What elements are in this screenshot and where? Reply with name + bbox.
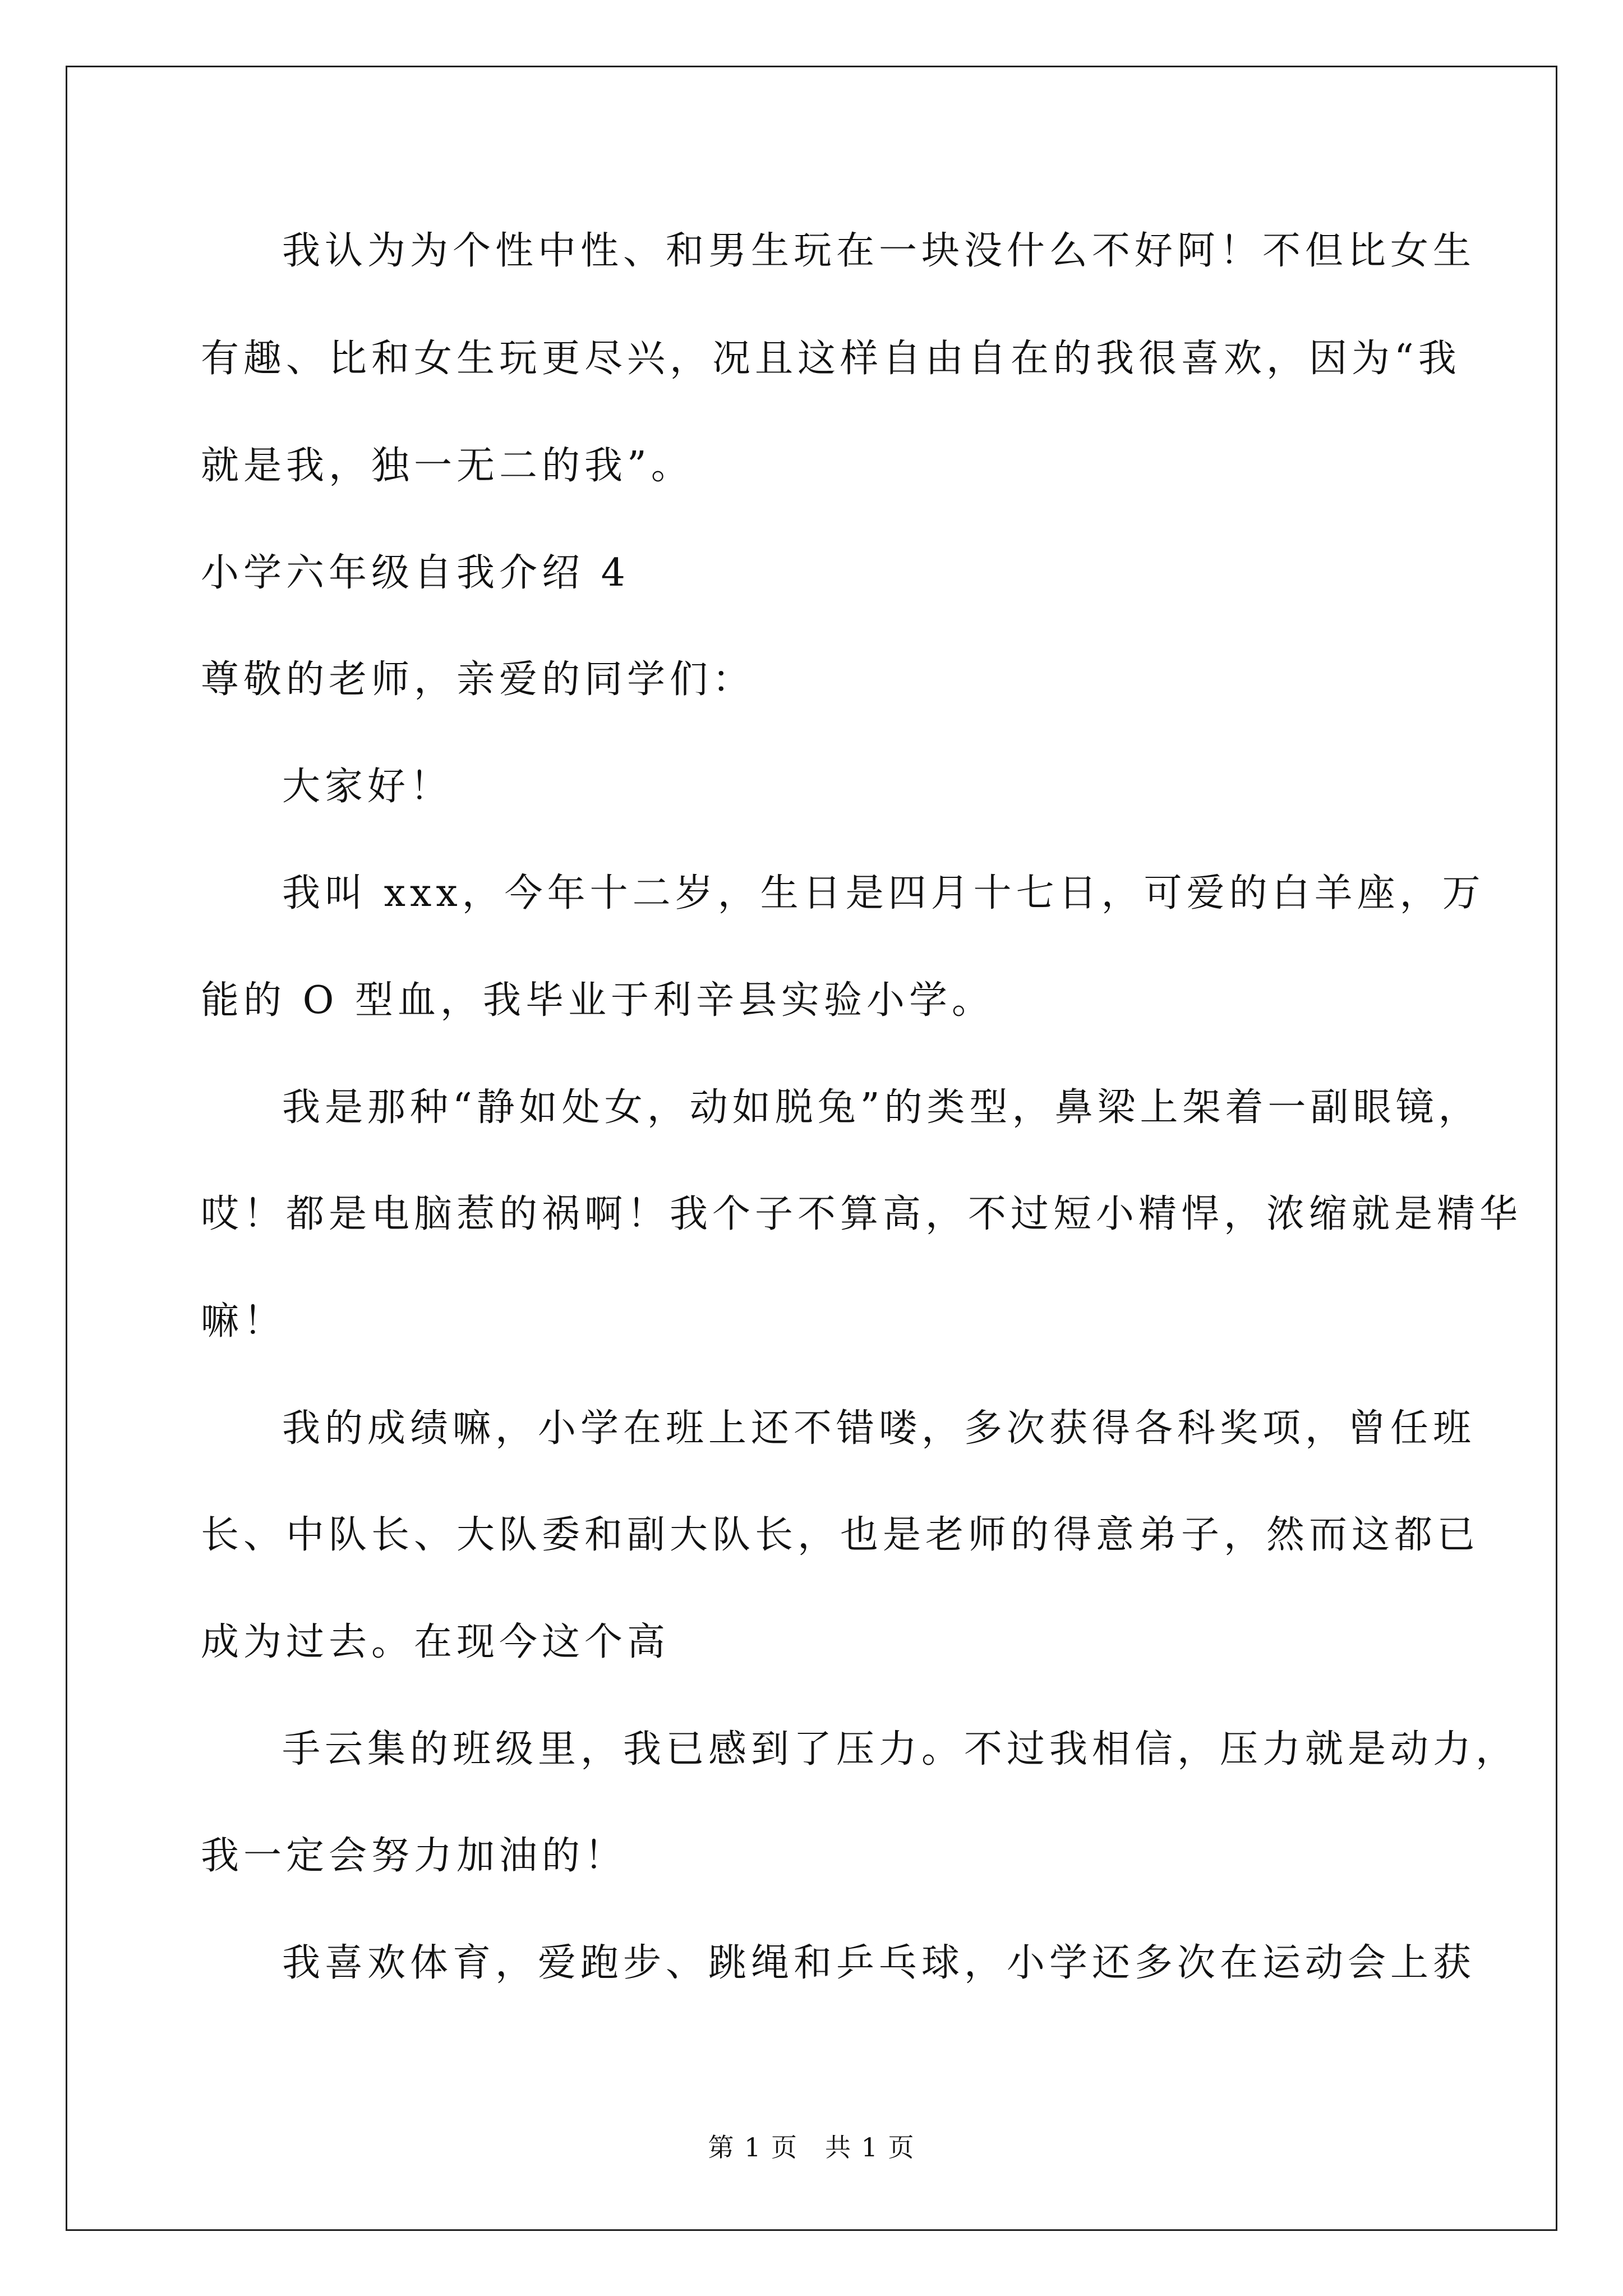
- section-heading: 小学六年级自我介绍 4: [201, 551, 630, 595]
- paragraph-line: 我喜欢体育，爱跑步、跳绳和乒乓球，小学还多次在运动会上获: [282, 1941, 1476, 1985]
- paragraph-line: 我的成绩嘛，小学在班上还不错喽，多次获得各科奖项，曾任班: [282, 1406, 1476, 1451]
- paragraph-line: 大家好！: [282, 765, 453, 809]
- greeting-line: 尊敬的老师，亲爱的同学们：: [201, 657, 755, 702]
- paragraph-line: 哎！都是电脑惹的祸啊！我个子不算高，不过短小精悍，浓缩就是精华: [201, 1192, 1523, 1236]
- paragraph-line: 长、中队长、大队委和副大队长，也是老师的得意弟子，然而这都已: [201, 1513, 1480, 1557]
- paragraph-line: 手云集的班级里，我已感到了压力。不过我相信，压力就是动力，: [282, 1727, 1519, 1772]
- paragraph-line: 有趣、比和女生玩更尽兴，况且这样自由自在的我很喜欢，因为“我: [201, 337, 1461, 381]
- paragraph-line: 能的 O 型血，我毕业于利辛县实验小学。: [201, 978, 994, 1023]
- paragraph-line: 就是我，独一无二的我”。: [201, 444, 694, 488]
- paragraph-line: 嘛！: [201, 1299, 287, 1343]
- page-footer: 第 1 页 共 1 页: [708, 2132, 915, 2162]
- paragraph-line: 我是那种“静如处女，动如脱兔”的类型，鼻梁上架着一副眼镜，: [282, 1085, 1481, 1130]
- paragraph-line: 我叫 xxx，今年十二岁，生日是四月十七日，可爱的白羊座，万: [282, 871, 1485, 915]
- page-border: [66, 66, 1557, 2231]
- paragraph-line: 成为过去。在现今这个高: [201, 1620, 670, 1664]
- paragraph-line: 我认为为个性中性、和男生玩在一块没什么不好阿！不但比女生: [282, 229, 1476, 273]
- paragraph-line: 我一定会努力加油的！: [201, 1834, 628, 1878]
